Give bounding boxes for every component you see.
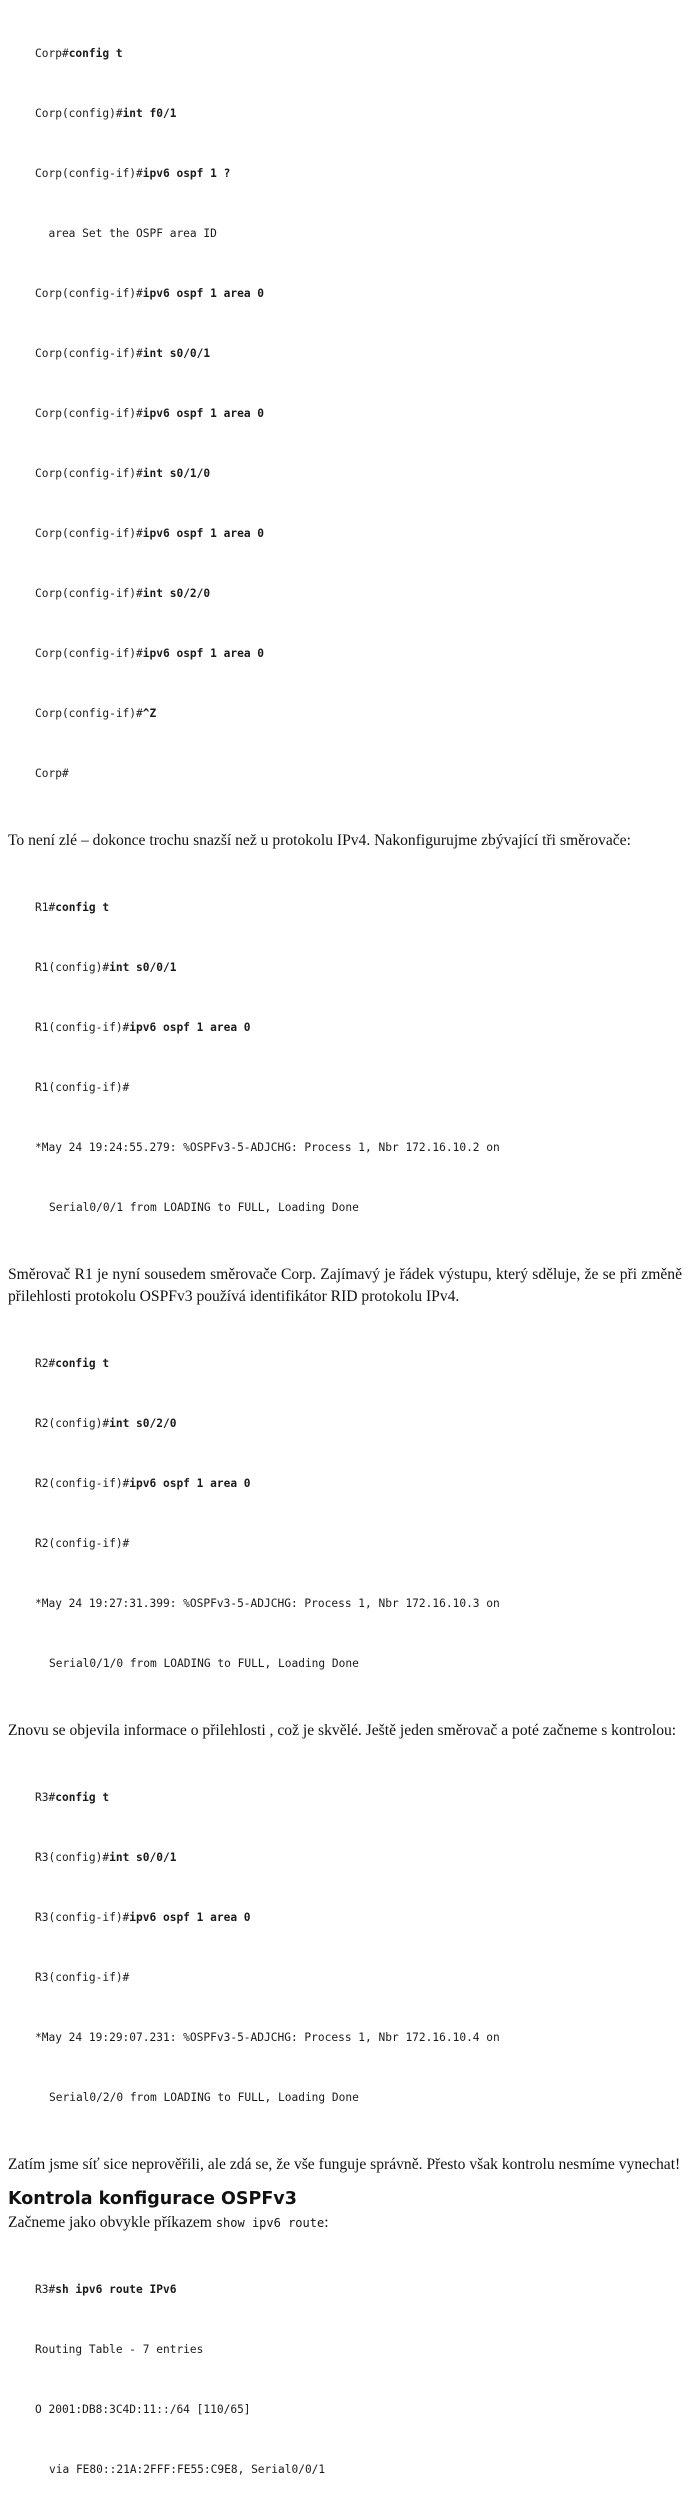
code-block-corp-config — [8, 4, 682, 824]
paragraph-show-route: Začneme jako obvykle příkazem show ipv6 route: — [8, 2214, 329, 2231]
inline-command: show ipv6 route — [215, 2216, 325, 2230]
code-line: R1(config-if)# — [35, 1081, 130, 1094]
code-line: *May 24 19:27:31.399: %OSPFv3-5-ADJCHG: Process 1, Nbr 172.16.10.3 on — [35, 1597, 500, 1610]
code-line: R3#sh ipv6 route IPv6 — [35, 2283, 177, 2296]
code-line: via FE80::21A:2FFF:FE55:C9E8, Serial0/0/1 — [49, 2463, 326, 2476]
code-line: *May 24 19:24:55.279: %OSPFv3-5-ADJCHG: Process 1, Nbr 172.16.10.2 on — [35, 1141, 500, 1154]
code-line: R3(config-if)#ipv6 ospf 1 area 0 — [35, 1911, 251, 1924]
paragraph-r1-neighbor: Směrovač R1 je nyní sousedem směrovače Corp. Zajímavý je řádek výstupu, který sděluje, že se při změně přilehlosti protokolu OSPFv3 používá identifikátor RID protokolu IPv4. — [8, 1266, 682, 1305]
code-line: Corp(config-if)#int s0/0/1 — [35, 347, 211, 360]
code-line: R3#config t — [35, 1791, 110, 1804]
code-line: R2(config)#int s0/2/0 — [35, 1417, 177, 1430]
paragraph-not-verified: Zatím jsme síť sice neprověřili, ale zdá se, že vše funguje správně. Přesto však kontrolu nesmíme vynechat! — [8, 2156, 681, 2173]
code-line: R2#config t — [35, 1357, 110, 1370]
code-line: Serial0/1/0 from LOADING to FULL, Loading Done — [49, 1657, 359, 1670]
code-line: Corp(config-if)#^Z — [35, 707, 157, 720]
code-line: Corp(config-if)#ipv6 ospf 1 area 0 — [35, 407, 265, 420]
code-line: Corp# — [35, 767, 69, 780]
code-line: R3(config-if)# — [35, 1971, 130, 1984]
code-line: R2(config-if)#ipv6 ospf 1 area 0 — [35, 1477, 251, 1490]
code-line: Corp(config)#int f0/1 — [35, 107, 177, 120]
code-line: Corp(config-if)#ipv6 ospf 1 area 0 — [35, 647, 265, 660]
code-line: *May 24 19:29:07.231: %OSPFv3-5-ADJCHG: Process 1, Nbr 172.16.10.4 on — [35, 2031, 500, 2044]
code-line: R1(config)#int s0/0/1 — [35, 961, 177, 974]
code-line: Corp(config-if)#int s0/1/0 — [35, 467, 211, 480]
code-line: R3(config)#int s0/0/1 — [35, 1851, 177, 1864]
code-line: Corp(config-if)#ipv6 ospf 1 area 0 — [35, 287, 265, 300]
code-line: R1(config-if)#ipv6 ospf 1 area 0 — [35, 1021, 251, 1034]
code-line: Serial0/2/0 from LOADING to FULL, Loading Done — [49, 2091, 359, 2104]
code-line: R1#config t — [35, 901, 110, 914]
code-line: Serial0/0/1 from LOADING to FULL, Loading Done — [49, 1201, 359, 1214]
code-block-r1-config — [8, 858, 682, 1258]
code-line: Corp(config-if)#ipv6 ospf 1 ? — [35, 167, 231, 180]
section-heading: Kontrola konfigurace OSPFv3 — [8, 2189, 297, 2209]
code-line: Corp#config t — [35, 47, 123, 60]
code-line: O 2001:DB8:3C4D:11::/64 [110/65] — [35, 2403, 251, 2416]
code-line: Corp(config-if)#ipv6 ospf 1 area 0 — [35, 527, 265, 540]
code-block-r3-route — [8, 2240, 682, 2520]
paragraph-adjacency-again: Znovu se objevila informace o přilehlosti , což je skvělé. Ještě jeden směrovač a poté začneme s kontrolou: — [8, 1722, 677, 1739]
code-block-r3-config — [8, 1748, 682, 2148]
code-line: Corp(config-if)#int s0/2/0 — [35, 587, 211, 600]
paragraph-configure-remaining: To není zlé – dokonce trochu snazší než u protokolu IPv4. Nakonfigurujme zbývající tři směrovače: — [8, 832, 631, 849]
code-block-r2-config — [8, 1314, 682, 1714]
code-line: area Set the OSPF area ID — [35, 227, 217, 240]
code-line: R2(config-if)# — [35, 1537, 130, 1550]
code-line: Routing Table - 7 entries — [35, 2343, 204, 2356]
